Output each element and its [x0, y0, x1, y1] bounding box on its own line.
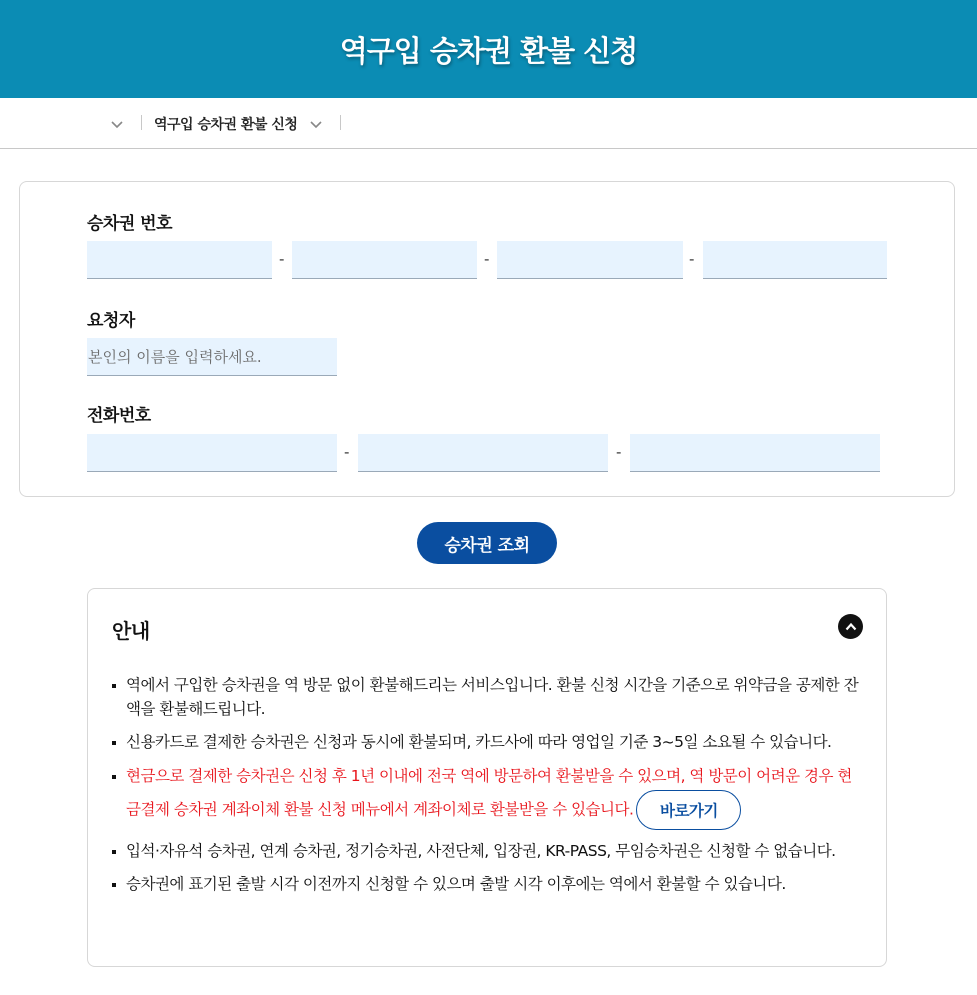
ticket-number-field-1[interactable]	[87, 241, 272, 279]
ticket-search-button[interactable]: 승차권 조회	[417, 522, 557, 564]
phone-label: 전화번호	[87, 406, 151, 426]
info-list	[112, 673, 862, 905]
info-item-text: 승차권에 표기된 출발 시각 이전까지 신청할 수 있으며 출발 시각 이후에는 역에서 환불할 수 있습니다.	[126, 875, 786, 893]
goto-button[interactable]: 바로가기	[636, 790, 741, 830]
ticket-number-label: 승차권 번호	[87, 214, 173, 234]
info-item	[112, 730, 862, 754]
info-item-text: 현금으로 결제한 승차권은 신청 후 1년 이내에 전국 역에 방문하여 환불받을 수 있으며, 역 방문이 어려운 경우 현금결제 승차권 계좌이체 환불 신청 메뉴에서 계좌이체로 환불받을 수 있습니다.	[126, 767, 852, 819]
breadcrumb-divider	[340, 115, 341, 130]
page-header	[0, 0, 977, 98]
ticket-number-field-3[interactable]	[497, 241, 683, 279]
info-toggle-button[interactable]	[838, 614, 863, 639]
info-item-text: 신용카드로 결제한 승차권은 신청과 동시에 환불되며, 카드사에 따라 영업일 기준 3~5일 소요될 수 있습니다.	[126, 733, 832, 751]
requester-label: 요청자	[87, 311, 135, 331]
breadcrumb	[0, 98, 977, 149]
info-item	[112, 839, 862, 863]
info-item-text: 역에서 구입한 승차권을 역 방문 없이 환불해드리는 서비스입니다. 환불 신청 시간을 기준으로 위약금을 공제한 잔액을 환불해드립니다.	[126, 676, 859, 718]
requester-name-input[interactable]	[87, 338, 337, 376]
chevron-down-icon	[110, 117, 124, 131]
dash-separator: -	[616, 443, 622, 461]
phone-field-2[interactable]	[358, 434, 608, 472]
dash-separator: -	[484, 250, 490, 268]
ticket-number-field-2[interactable]	[292, 241, 477, 279]
chevron-up-icon	[844, 620, 858, 634]
info-item	[112, 872, 862, 896]
info-item-text: 입석·자유석 승차권, 연계 승차권, 정기승차권, 사전단체, 입장권, KR-PASS, 무임승차권은 신청할 수 없습니다.	[126, 842, 836, 860]
info-item-warning	[112, 763, 862, 830]
ticket-number-field-4[interactable]	[703, 241, 887, 279]
breadcrumb-current-label: 역구입 승차권 환불 신청	[154, 116, 298, 133]
chevron-down-icon	[309, 117, 323, 131]
refund-form	[19, 181, 955, 497]
page-title: 역구입 승차권 환불 신청	[339, 33, 638, 68]
dash-separator: -	[689, 250, 695, 268]
info-item	[112, 673, 862, 721]
breadcrumb-page-dropdown[interactable]	[142, 98, 323, 149]
phone-field-3[interactable]	[630, 434, 880, 472]
dash-separator: -	[279, 250, 285, 268]
info-title: 안내	[112, 619, 150, 643]
info-panel	[87, 588, 887, 967]
phone-field-1[interactable]	[87, 434, 337, 472]
breadcrumb-home-dropdown[interactable]	[110, 98, 142, 149]
dash-separator: -	[344, 443, 350, 461]
